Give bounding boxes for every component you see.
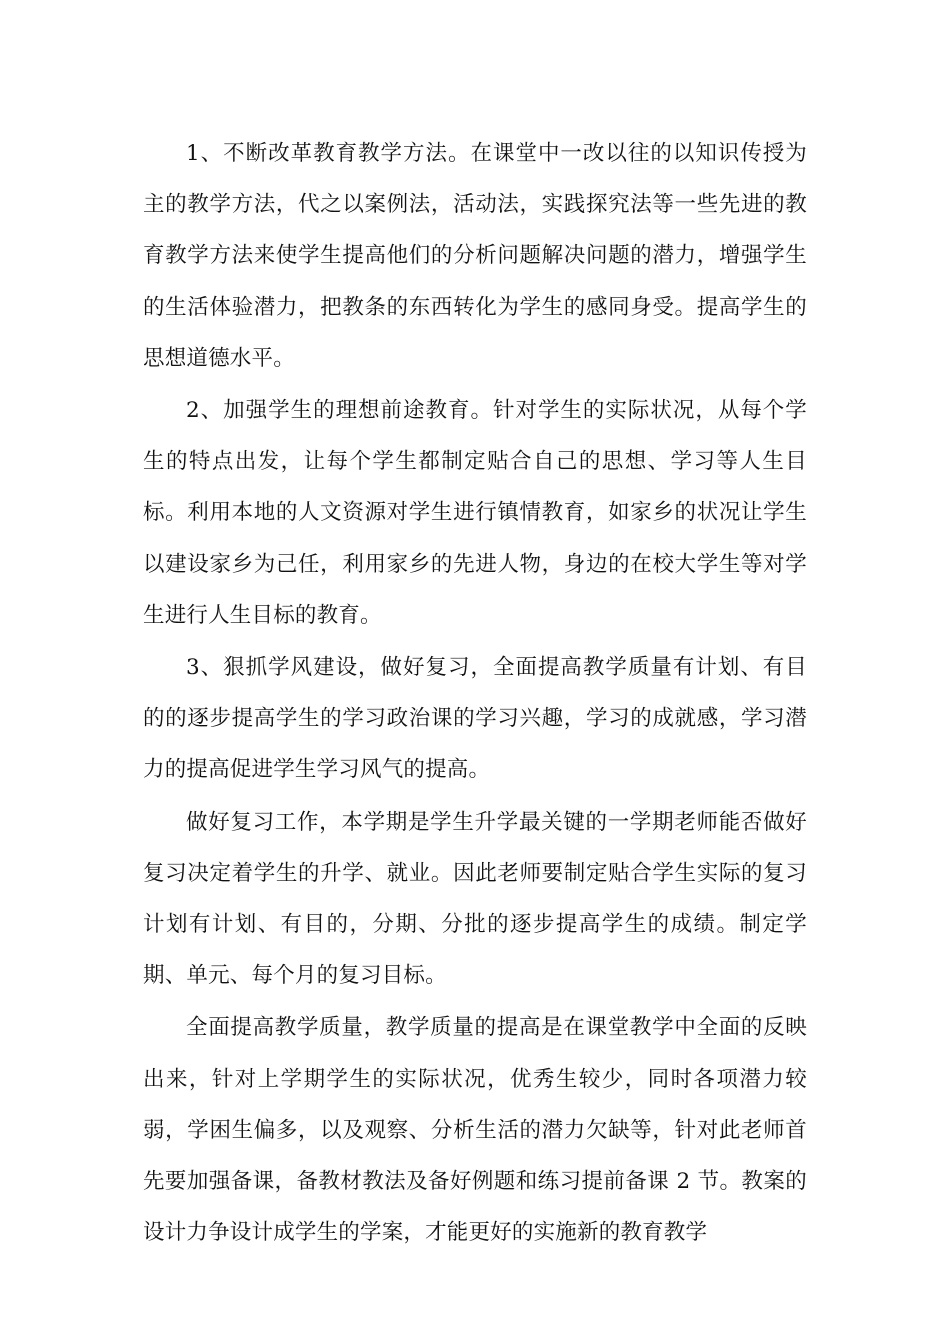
paragraph-2: 2、加强学生的理想前途教育。针对学生的实际状况，从每个学生的特点出发，让每个学生都制定贴合自己的思想、学习等人生目标。利用本地的人文资源对学生进行镇情教育，如家乡的状况让学生以建设家乡为己任，利用家乡的先进人物，身边的在校大学生等对学生进行人生目标的教育。 (143, 398, 807, 628)
document-body (143, 128, 807, 1259)
paragraph-5: 全面提高教学质量，教学质量的提高是在课堂教学中全面的反映出来，针对上学期学生的实际状况，优秀生较少，同时各项潜力较弱，学困生偏多，以及观察、分析生活的潜力欠缺等，针对此老师首先要加强备课，备教材教法及备好例题和练习提前备课 2 节。教案的设计力争设计成学生的学案，才能更好的实施新的教育教学 (143, 1015, 807, 1246)
paragraph-3: 3、狠抓学风建设，做好复习，全面提高教学质量有计划、有目的的逐步提高学生的学习政治课的学习兴趣，学习的成就感，学习潜力的提高促进学生学习风气的提高。 (143, 655, 807, 783)
paragraph-4: 做好复习工作，本学期是学生升学最关键的一学期老师能否做好复习决定着学生的升学、就业。因此老师要制定贴合学生实际的复习计划有计划、有目的，分期、分批的逐步提高学生的成绩。制定学期、单元、每个月的复习目标。 (143, 809, 807, 989)
paragraph-1: 1、不断改革教育教学方法。在课堂中一改以往的以知识传授为主的教学方法，代之以案例法，活动法，实践探究法等一些先进的教育教学方法来使学生提高他们的分析问题解决问题的潜力，增强学生的生活体验潜力，把教条的东西转化为学生的感同身受。提高学生的思想道德水平。 (143, 141, 807, 371)
